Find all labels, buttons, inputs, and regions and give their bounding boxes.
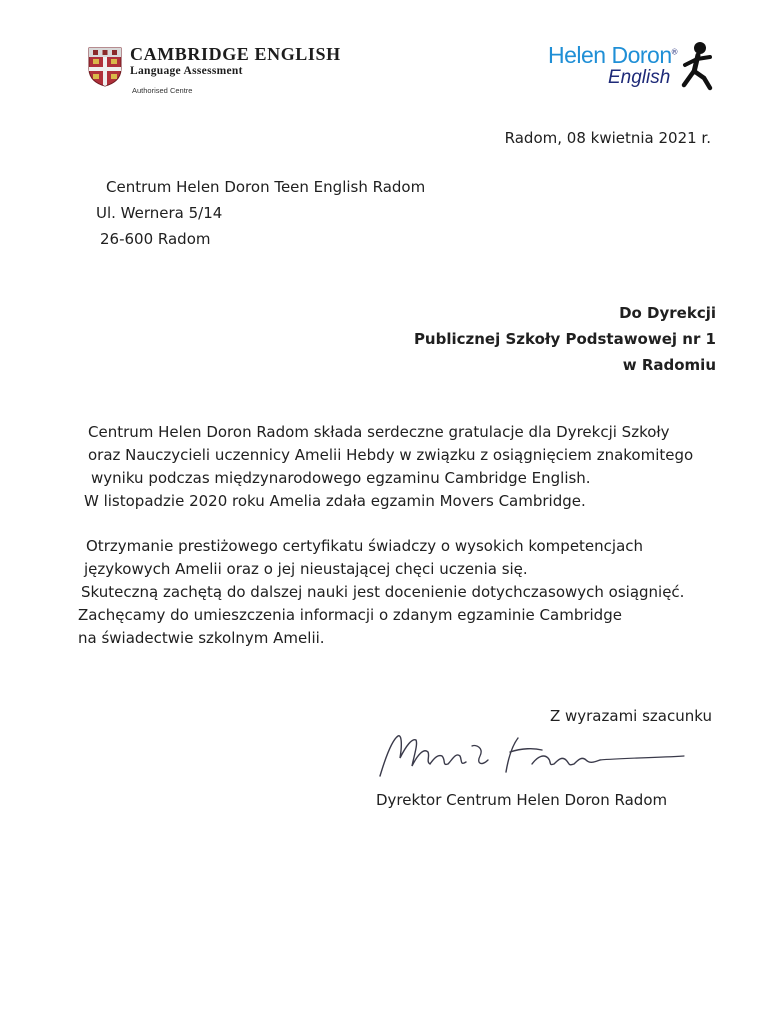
paragraph-line: Centrum Helen Doron Radom składa serdeczne gratulacje dla Dyrekcji Szkoły [88, 423, 670, 441]
cambridge-authorised-centre: Authorised Centre [132, 86, 193, 95]
recipient-address [414, 300, 716, 378]
helen-doron-english: English [608, 67, 671, 88]
helen-doron-logo [548, 40, 718, 96]
paragraph-line: Otrzymanie prestiżowego certyfikatu świadczy o wysokich kompetencjach [86, 537, 644, 555]
sender-line-1: Centrum Helen Doron Teen English Radom [106, 178, 426, 196]
cambridge-title: CAMBRIDGE ENGLISH [130, 44, 341, 64]
cambridge-subtitle: Language Assessment [130, 65, 243, 77]
body-paragraph-1 [84, 422, 712, 514]
recipient-line-2: Publicznej Szkoły Podstawowej nr 1 [413, 330, 716, 348]
running-kid-icon [676, 40, 720, 92]
cambridge-english-logo [88, 44, 388, 100]
sender-line-3: 26-600 Radom [100, 230, 211, 248]
helen-doron-name: Helen Doron [548, 42, 672, 68]
paragraph-line: W listopadzie 2020 roku Amelia zdała egzamin Movers Cambridge. [84, 492, 586, 510]
paragraph-line: językowych Amelii oraz o jej nieustającej chęci uczenia się. [84, 560, 528, 578]
recipient-line-1: Do Dyrekcji [619, 304, 716, 322]
handwritten-signature [372, 726, 692, 786]
paragraph-line: wyniku podczas międzynarodowego egzaminu Cambridge English. [91, 469, 591, 487]
recipient-line-3: w Radomiu [622, 356, 716, 374]
letter-date: Radom, 08 kwietnia 2021 r. [504, 129, 711, 147]
paragraph-line: Zachęcamy do umieszczenia informacji o zdanym egzaminie Cambridge [78, 606, 622, 624]
sender-line-2: Ul. Wernera 5/14 [96, 204, 223, 222]
paragraph-line: oraz Nauczycieli uczennicy Amelii Hebdy w związku z osiągnięciem znakomitego [88, 446, 694, 464]
registered-mark: ® [671, 47, 678, 57]
body-paragraph-2 [78, 536, 702, 651]
paragraph-line: Skuteczną zachętą do dalszej nauki jest docenienie dotychczasowych osiągnięć. [81, 583, 685, 601]
closing-phrase: Z wyrazami szacunku [549, 707, 712, 725]
signatory-title: Dyrektor Centrum Helen Doron Radom [376, 791, 668, 809]
paragraph-line: na świadectwie szkolnym Amelii. [78, 629, 325, 647]
sender-address [96, 174, 425, 252]
cambridge-shield-icon [88, 47, 122, 87]
